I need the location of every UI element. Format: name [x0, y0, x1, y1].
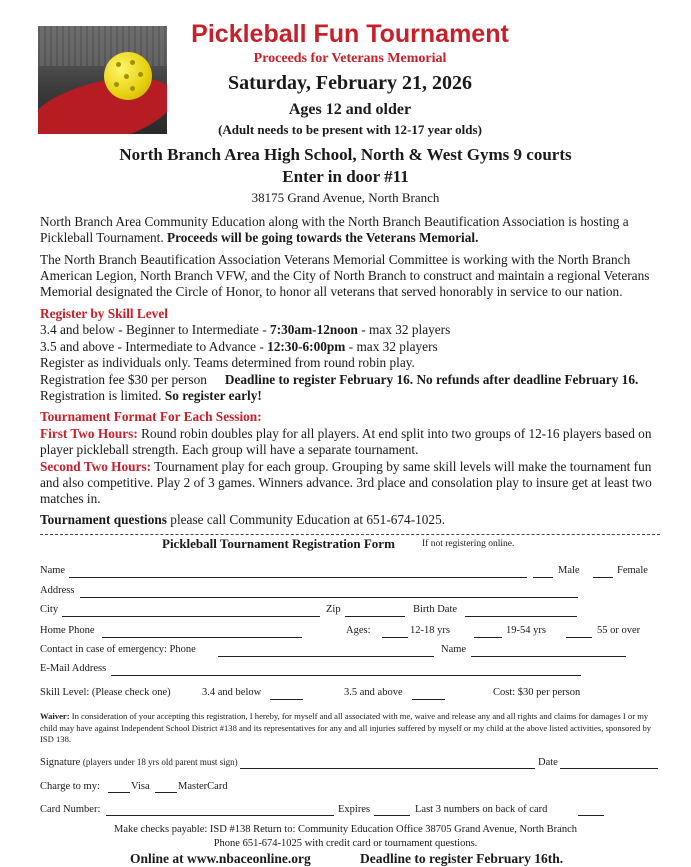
birth-date-label: Birth Date: [413, 604, 458, 615]
memorial-paragraph: The North Branch Beautification Association Veterans Memorial Committee is working with the North Branch American Legion, North Branch VFW, and the City of North Branch to construct and maintain a regional Veterans Memorial designated the Circle of Honor, to honor all veterans that served honorably in service to our nation.: [40, 252, 650, 299]
skill-3-4-checkbox[interactable]: [270, 698, 303, 700]
session-2: 3.5 and above - Intermediate to Advance - 12:30-6:00pm - max 32 players: [40, 339, 438, 354]
emergency-phone-field[interactable]: [218, 655, 434, 657]
skill-3-4-label: 3.4 and below: [202, 687, 262, 698]
form-divider: [40, 533, 660, 535]
register-heading: Register by Skill Level: [40, 306, 168, 321]
second-two-hours: Second Two Hours: Tournament play for each group. Grouping by same skill levels will make the tournament fun and also competitive. Play 2 of 3 games. Winners advance. 3rd place and consolation play to insure get at least two matches in.: [40, 459, 652, 506]
city-field[interactable]: [62, 615, 320, 617]
first-two-hours: First Two Hours: Round robin doubles play for all players. At end split into two groups of 12-16 players based on player pickleball strength. Each group will have a separate tournament.: [40, 426, 652, 457]
name-field[interactable]: [69, 576, 527, 578]
mastercard-label: MasterCard: [178, 781, 228, 792]
deadline-footer: Deadline to register February 16th.: [360, 851, 564, 866]
page-title: Pickleball Fun Tournament: [191, 20, 509, 48]
age-12-18-checkbox[interactable]: [382, 636, 408, 638]
female-checkbox[interactable]: [593, 576, 613, 578]
zip-field[interactable]: [345, 615, 405, 617]
age-19-54-checkbox[interactable]: [474, 636, 502, 638]
home-phone-label: Home Phone: [40, 625, 95, 636]
expires-field[interactable]: [374, 814, 410, 816]
female-label: Female: [617, 565, 648, 576]
age-12-18-label: 12-18 yrs: [410, 625, 450, 636]
card-number-field[interactable]: [106, 814, 334, 816]
birth-date-field[interactable]: [465, 615, 577, 617]
last3-field[interactable]: [578, 814, 604, 816]
skill-3-5-label: 3.5 and above: [344, 687, 403, 698]
age-requirement: Ages 12 and older: [288, 101, 412, 118]
form-heading-note: If not registering online.: [422, 539, 515, 549]
emergency-name-label: Name: [441, 644, 467, 655]
registration-limited: Registration is limited. So register early!: [40, 388, 262, 403]
entry-door: Enter in door #11: [282, 167, 409, 186]
cost-label: Cost: $30 per person: [493, 687, 581, 698]
male-label: Male: [558, 565, 580, 576]
skill-3-5-checkbox[interactable]: [412, 698, 445, 700]
age-19-54-label: 19-54 yrs: [506, 625, 546, 636]
zip-label: Zip: [326, 604, 341, 615]
date-field[interactable]: [560, 767, 658, 769]
venue-address: 38175 Grand Avenue, North Branch: [251, 190, 440, 205]
checks-payable: Make checks payable: ISD #138 Return to: Community Education Office 38705 Grand Avenue, North Branch: [114, 824, 577, 835]
date-label: Date: [538, 757, 558, 768]
expires-label: Expires: [338, 804, 371, 815]
venue: North Branch Area High School, North & West Gyms 9 courts: [119, 145, 572, 164]
name-label: Name: [40, 565, 66, 576]
pickleball-photo: [38, 26, 167, 134]
emergency-phone-label: Contact in case of emergency: Phone: [40, 644, 196, 655]
questions-line: Tournament questions please call Community Education at 651-674-1025.: [40, 512, 446, 527]
mastercard-checkbox[interactable]: [155, 791, 177, 793]
session-1: 3.4 and below - Beginner to Intermediate - 7:30am-12noon - max 32 players: [40, 322, 451, 337]
card-number-label: Card Number:: [40, 804, 101, 815]
signature-label: Signature (players under 18 yrs old parent must sign): [40, 757, 238, 768]
ages-label: Ages:: [346, 625, 371, 636]
online-link[interactable]: Online at www.nbaceonline.org: [130, 851, 311, 866]
form-heading: Pickleball Tournament Registration Form: [162, 536, 395, 551]
skill-label: Skill Level: (Please check one): [40, 687, 171, 698]
address-label: Address: [40, 585, 75, 596]
register-individuals: Register as individuals only. Teams determined from round robin play.: [40, 355, 415, 370]
city-label: City: [40, 604, 59, 615]
age-55-checkbox[interactable]: [566, 636, 592, 638]
visa-checkbox[interactable]: [108, 791, 130, 793]
male-checkbox[interactable]: [533, 576, 553, 578]
intro-paragraph: North Branch Area Community Education along with the North Branch Beautification Association is hosting a Pickleball Tournament. Proceeds will be going towards the Veterans Memorial.: [40, 214, 629, 245]
address-field[interactable]: [80, 596, 578, 598]
event-date: Saturday, February 21, 2026: [228, 72, 472, 94]
subtitle: Proceeds for Veterans Memorial: [253, 51, 447, 66]
signature-field[interactable]: [240, 767, 535, 769]
visa-label: Visa: [131, 781, 150, 792]
charge-label: Charge to my:: [40, 781, 100, 792]
registration-fee: Registration fee $30 per person Deadline to register February 16. No refunds after deadline February 16.: [40, 372, 639, 387]
footer-phone: Phone 651-674-1025 with credit card or tournament questions.: [213, 838, 478, 849]
format-heading: Tournament Format For Each Session:: [40, 409, 262, 424]
emergency-name-field[interactable]: [471, 655, 626, 657]
home-phone-field[interactable]: [102, 636, 302, 638]
last3-label: Last 3 numbers on back of card: [415, 804, 548, 815]
waiver-text: Waiver: In consideration of your accepting this registration, I hereby, for myself and all associated with me, waive and release any and all rights and claims for damages I or my child may have against Independent School District #138 and its representatives for any and all injuries suffered by myself or my child at the above listed activities, sponsored by ISD 138.: [40, 711, 652, 744]
adult-note: (Adult needs to be present with 12-17 year olds): [218, 122, 482, 137]
email-field[interactable]: [111, 674, 581, 676]
email-label: E-Mail Address: [40, 663, 107, 674]
age-55-label: 55 or over: [597, 625, 641, 636]
